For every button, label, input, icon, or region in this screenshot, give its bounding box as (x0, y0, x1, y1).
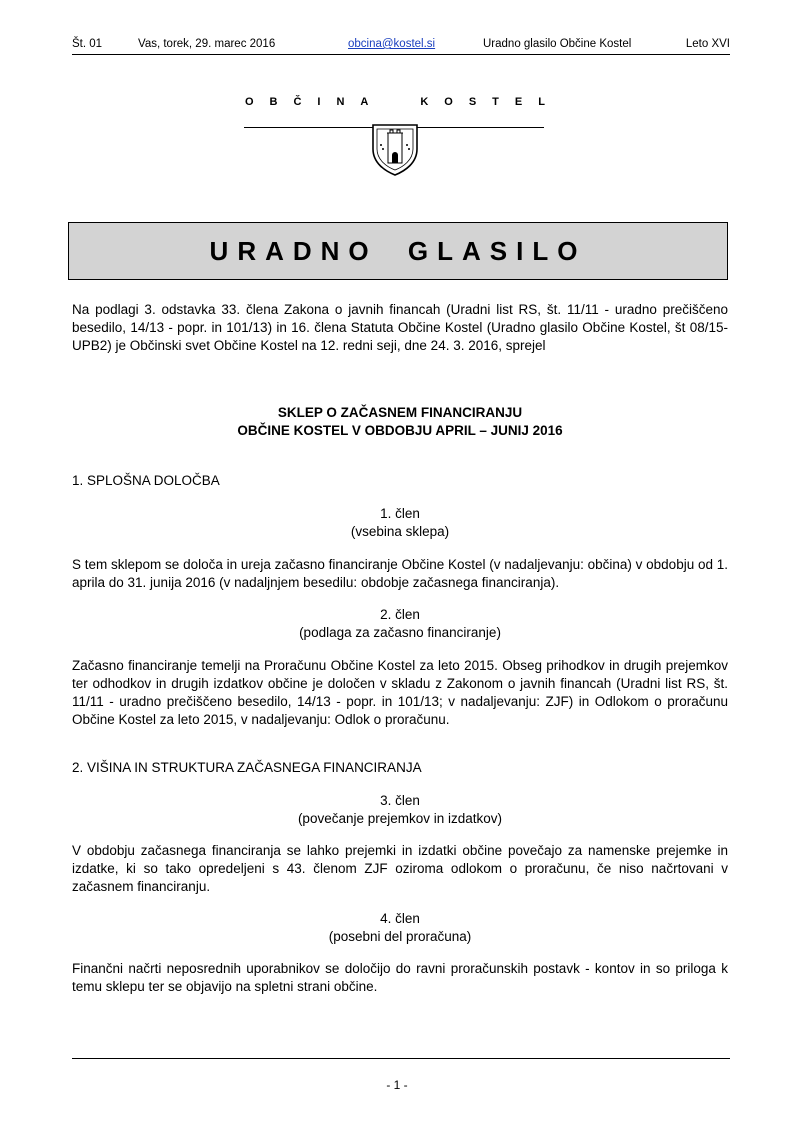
article-subtitle: (vsebina sklepa) (350, 524, 450, 539)
article-heading (72, 792, 728, 828)
section-heading: 2. VIŠINA IN STRUKTURA ZAČASNEGA FINANCIRANJA (72, 760, 422, 775)
gazette-name: Uradno glasilo Občine Kostel (483, 38, 632, 50)
article-subtitle: (podlaga za začasno financiranje) (299, 625, 501, 640)
article-heading (72, 606, 728, 642)
article-subtitle: (povečanje prejemkov in izdatkov) (297, 811, 503, 826)
footer-divider (72, 1058, 730, 1059)
decision-title-line2: OBČINE KOSTEL V OBDOBJU APRIL – JUNIJ 2016 (237, 423, 563, 438)
article-text: Finančni načrti neposrednih uporabnikov se določijo do ravni proračunskih postavk - kontov in so priloga k temu sklepu ter se objavijo na spletni strani občine. (72, 961, 728, 994)
article-text: V obdobju začasnega financiranja se lahko prejemki in izdatki občine povečajo za namenske prejemke in izdatke, ki so tako opredeljeni s 43. členom ZJF oziroma odlokom o proračunu, če niso načrtovani v začasnem financiranju. (72, 843, 728, 894)
municipality-letter: K (420, 96, 429, 108)
issue-number: Št. 01 (72, 38, 103, 50)
banner-title: URADNO GLASILO (209, 235, 587, 266)
article-heading (72, 505, 728, 541)
municipality-name (245, 96, 545, 108)
article-number: 4. člen (380, 911, 420, 926)
municipality-letter: A (360, 96, 369, 108)
email-link[interactable]: obcina@kostel.si (348, 38, 436, 50)
article-text: S tem sklepom se določa in ureja začasno financiranje Občine Kostel (v nadaljevanju: občina) v obdobju od 1. aprila do 31. junija 2016 (v nadaljnjem besedilu: obdobje začasnega financiranja). (72, 557, 728, 590)
page-header (72, 38, 730, 55)
municipality-letter: Č (293, 96, 302, 108)
article-number: 1. člen (380, 506, 420, 521)
article-heading (72, 910, 728, 946)
municipality-letter: N (336, 96, 345, 108)
intro-paragraph: Na podlagi 3. odstavka 33. člena Zakona o javnih financah (Uradni list RS, št. 11/11 - uradno prečiščeno besedilo, 14/13 - popr. in 101/13) in 16. člena Statuta Občine Kostel (Uradno glasilo Občine Kostel, št 08/15-UPB2) je Občinski svet Občine Kostel na 12. redni seji, dne 24. 3. 2016, sprejel (72, 302, 728, 353)
municipality-letter: E (514, 96, 523, 108)
gazette-banner (68, 222, 728, 280)
year-label: Leto XVI (685, 38, 730, 50)
issue-date: Vas, torek, 29. marec 2016 (138, 38, 276, 50)
article-text: Začasno financiranje temelji na Proračunu Občine Kostel za leto 2015. Obseg prihodkov in drugih prejemkov ter odhodkov in drugih izdatkov občine je določen v skladu z Zakonom o javnih financah (Uradni list RS, št. 11/11 - uradno prečiščeno besedilo, 14/13 - popr. in 101/13; v nadaljevanju: ZJF) in Odlokom o proračunu Občine Kostel za leto 2015, v nadaljevanju: Odlok o proračunu. (72, 658, 728, 727)
article-number: 3. člen (380, 793, 420, 808)
municipality-letter: S (468, 96, 477, 108)
page-number: - 1 - (386, 1078, 408, 1092)
article-subtitle: (posebni del proračuna) (328, 929, 472, 944)
municipality-letter: B (269, 96, 278, 108)
municipality-letter: L (538, 96, 545, 108)
decision-title-line1: SKLEP O ZAČASNEM FINANCIRANJU (277, 405, 523, 420)
municipality-letter: O (245, 96, 254, 108)
coat-of-arms-icon (369, 119, 421, 177)
municipality-letter: I (317, 96, 321, 108)
municipality-letter: O (444, 96, 453, 108)
section-heading: 1. SPLOŠNA DOLOČBA (72, 473, 220, 488)
article-number: 2. člen (380, 607, 420, 622)
decision-title (72, 404, 728, 440)
municipality-letter: T (492, 96, 499, 108)
